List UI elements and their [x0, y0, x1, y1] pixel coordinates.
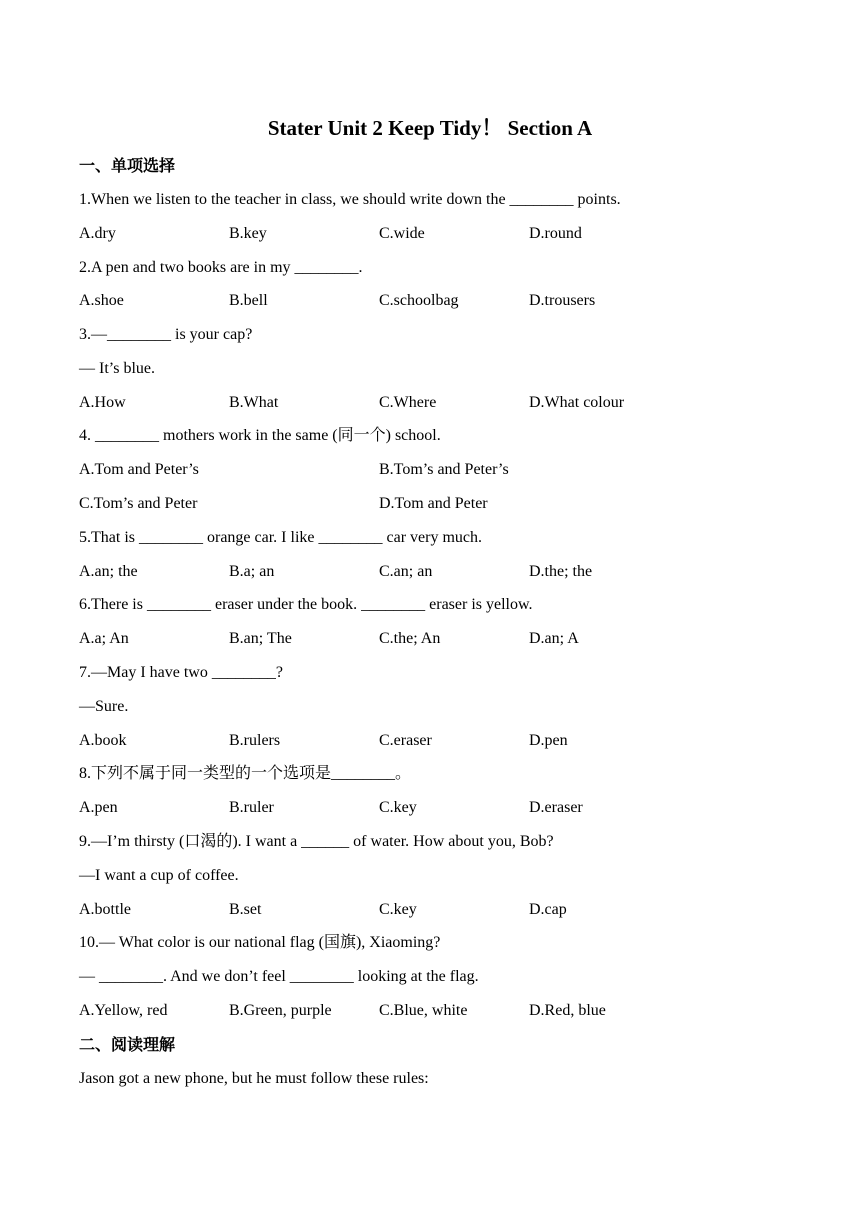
- question-2-stem: 2.A pen and two books are in my ________.: [79, 259, 363, 276]
- question-3-option-d: D.What colour: [529, 394, 625, 411]
- question-9-answer-line: —I want a cup of coffee.: [79, 867, 239, 884]
- question-5-stem: 5.That is ________ orange car. I like ________ car very much.: [79, 529, 482, 546]
- question-10-option-d: D.Red, blue: [529, 1002, 606, 1019]
- reading-intro: Jason got a new phone, but he must follow these rules:: [79, 1070, 429, 1087]
- question-5-option-b: B.a; an: [229, 563, 275, 580]
- question-3-answer-line: — It’s blue.: [79, 360, 155, 377]
- question-9-option-a: A.bottle: [79, 901, 131, 918]
- question-2-option-c: C.schoolbag: [379, 292, 459, 309]
- question-5-option-d: D.the; the: [529, 563, 593, 580]
- question-3-option-c: C.Where: [379, 394, 437, 411]
- question-9-option-d: D.cap: [529, 901, 567, 918]
- question-3-option-a: A.How: [79, 394, 126, 411]
- section-heading-multiple-choice: 一、单项选择: [79, 156, 176, 175]
- question-1-option-c: C.wide: [379, 225, 425, 242]
- question-6-option-c: C.the; An: [379, 630, 441, 647]
- question-10-stem: 10.— What color is our national flag (国旗), Xiaoming?: [79, 934, 441, 951]
- question-4-option-b: B.Tom’s and Peter’s: [379, 461, 509, 478]
- question-2-option-a: A.shoe: [79, 292, 124, 309]
- section-heading-reading: 二、阅读理解: [79, 1035, 176, 1054]
- question-7-stem: 7.—May I have two ________?: [79, 664, 283, 681]
- question-8-option-d: D.eraser: [529, 799, 583, 816]
- question-4-stem: 4. ________ mothers work in the same (同一个) school.: [79, 427, 441, 444]
- question-10-answer-line: — ________. And we don’t feel ________ looking at the flag.: [79, 968, 479, 985]
- question-7-option-b: B.rulers: [229, 732, 281, 749]
- question-7-option-d: D.pen: [529, 732, 568, 749]
- question-6-option-d: D.an; A: [529, 630, 579, 647]
- question-1-stem: 1.When we listen to the teacher in class, we should write down the ________ points.: [79, 191, 621, 208]
- question-1-option-a: A.dry: [79, 225, 116, 242]
- question-5-option-c: C.an; an: [379, 563, 433, 580]
- question-10-option-b: B.Green, purple: [229, 1002, 332, 1019]
- question-3-option-b: B.What: [229, 394, 279, 411]
- question-4-option-c: C.Tom’s and Peter: [79, 495, 198, 512]
- question-6-option-a: A.a; An: [79, 630, 129, 647]
- question-4-option-a: A.Tom and Peter’s: [79, 461, 199, 478]
- question-2-option-b: B.bell: [229, 292, 268, 309]
- question-9-stem: 9.—I’m thirsty (口渴的). I want a ______ of water. How about you, Bob?: [79, 833, 554, 850]
- question-1-option-b: B.key: [229, 225, 267, 242]
- question-2-option-d: D.trousers: [529, 292, 596, 309]
- question-8-option-a: A.pen: [79, 799, 118, 816]
- question-5-option-a: A.an; the: [79, 563, 138, 580]
- question-10-option-c: C.Blue, white: [379, 1002, 468, 1019]
- question-7-option-c: C.eraser: [379, 732, 432, 749]
- question-10-option-a: A.Yellow, red: [79, 1002, 168, 1019]
- question-8-option-c: C.key: [379, 799, 417, 816]
- question-6-stem: 6.There is ________ eraser under the book. ________ eraser is yellow.: [79, 596, 533, 613]
- question-8-stem: 8.下列不属于同一类型的一个选项是________。: [79, 765, 412, 782]
- question-6-option-b: B.an; The: [229, 630, 292, 647]
- question-9-option-c: C.key: [379, 901, 417, 918]
- question-9-option-b: B.set: [229, 901, 262, 918]
- question-8-option-b: B.ruler: [229, 799, 274, 816]
- question-7-option-a: A.book: [79, 732, 127, 749]
- question-4-option-d: D.Tom and Peter: [379, 495, 488, 512]
- page-title: Stater Unit 2 Keep Tidy！ Section A: [267, 116, 593, 140]
- question-7-answer-line: —Sure.: [79, 698, 129, 715]
- question-3-stem: 3.—________ is your cap?: [79, 326, 253, 343]
- question-1-option-d: D.round: [529, 225, 582, 242]
